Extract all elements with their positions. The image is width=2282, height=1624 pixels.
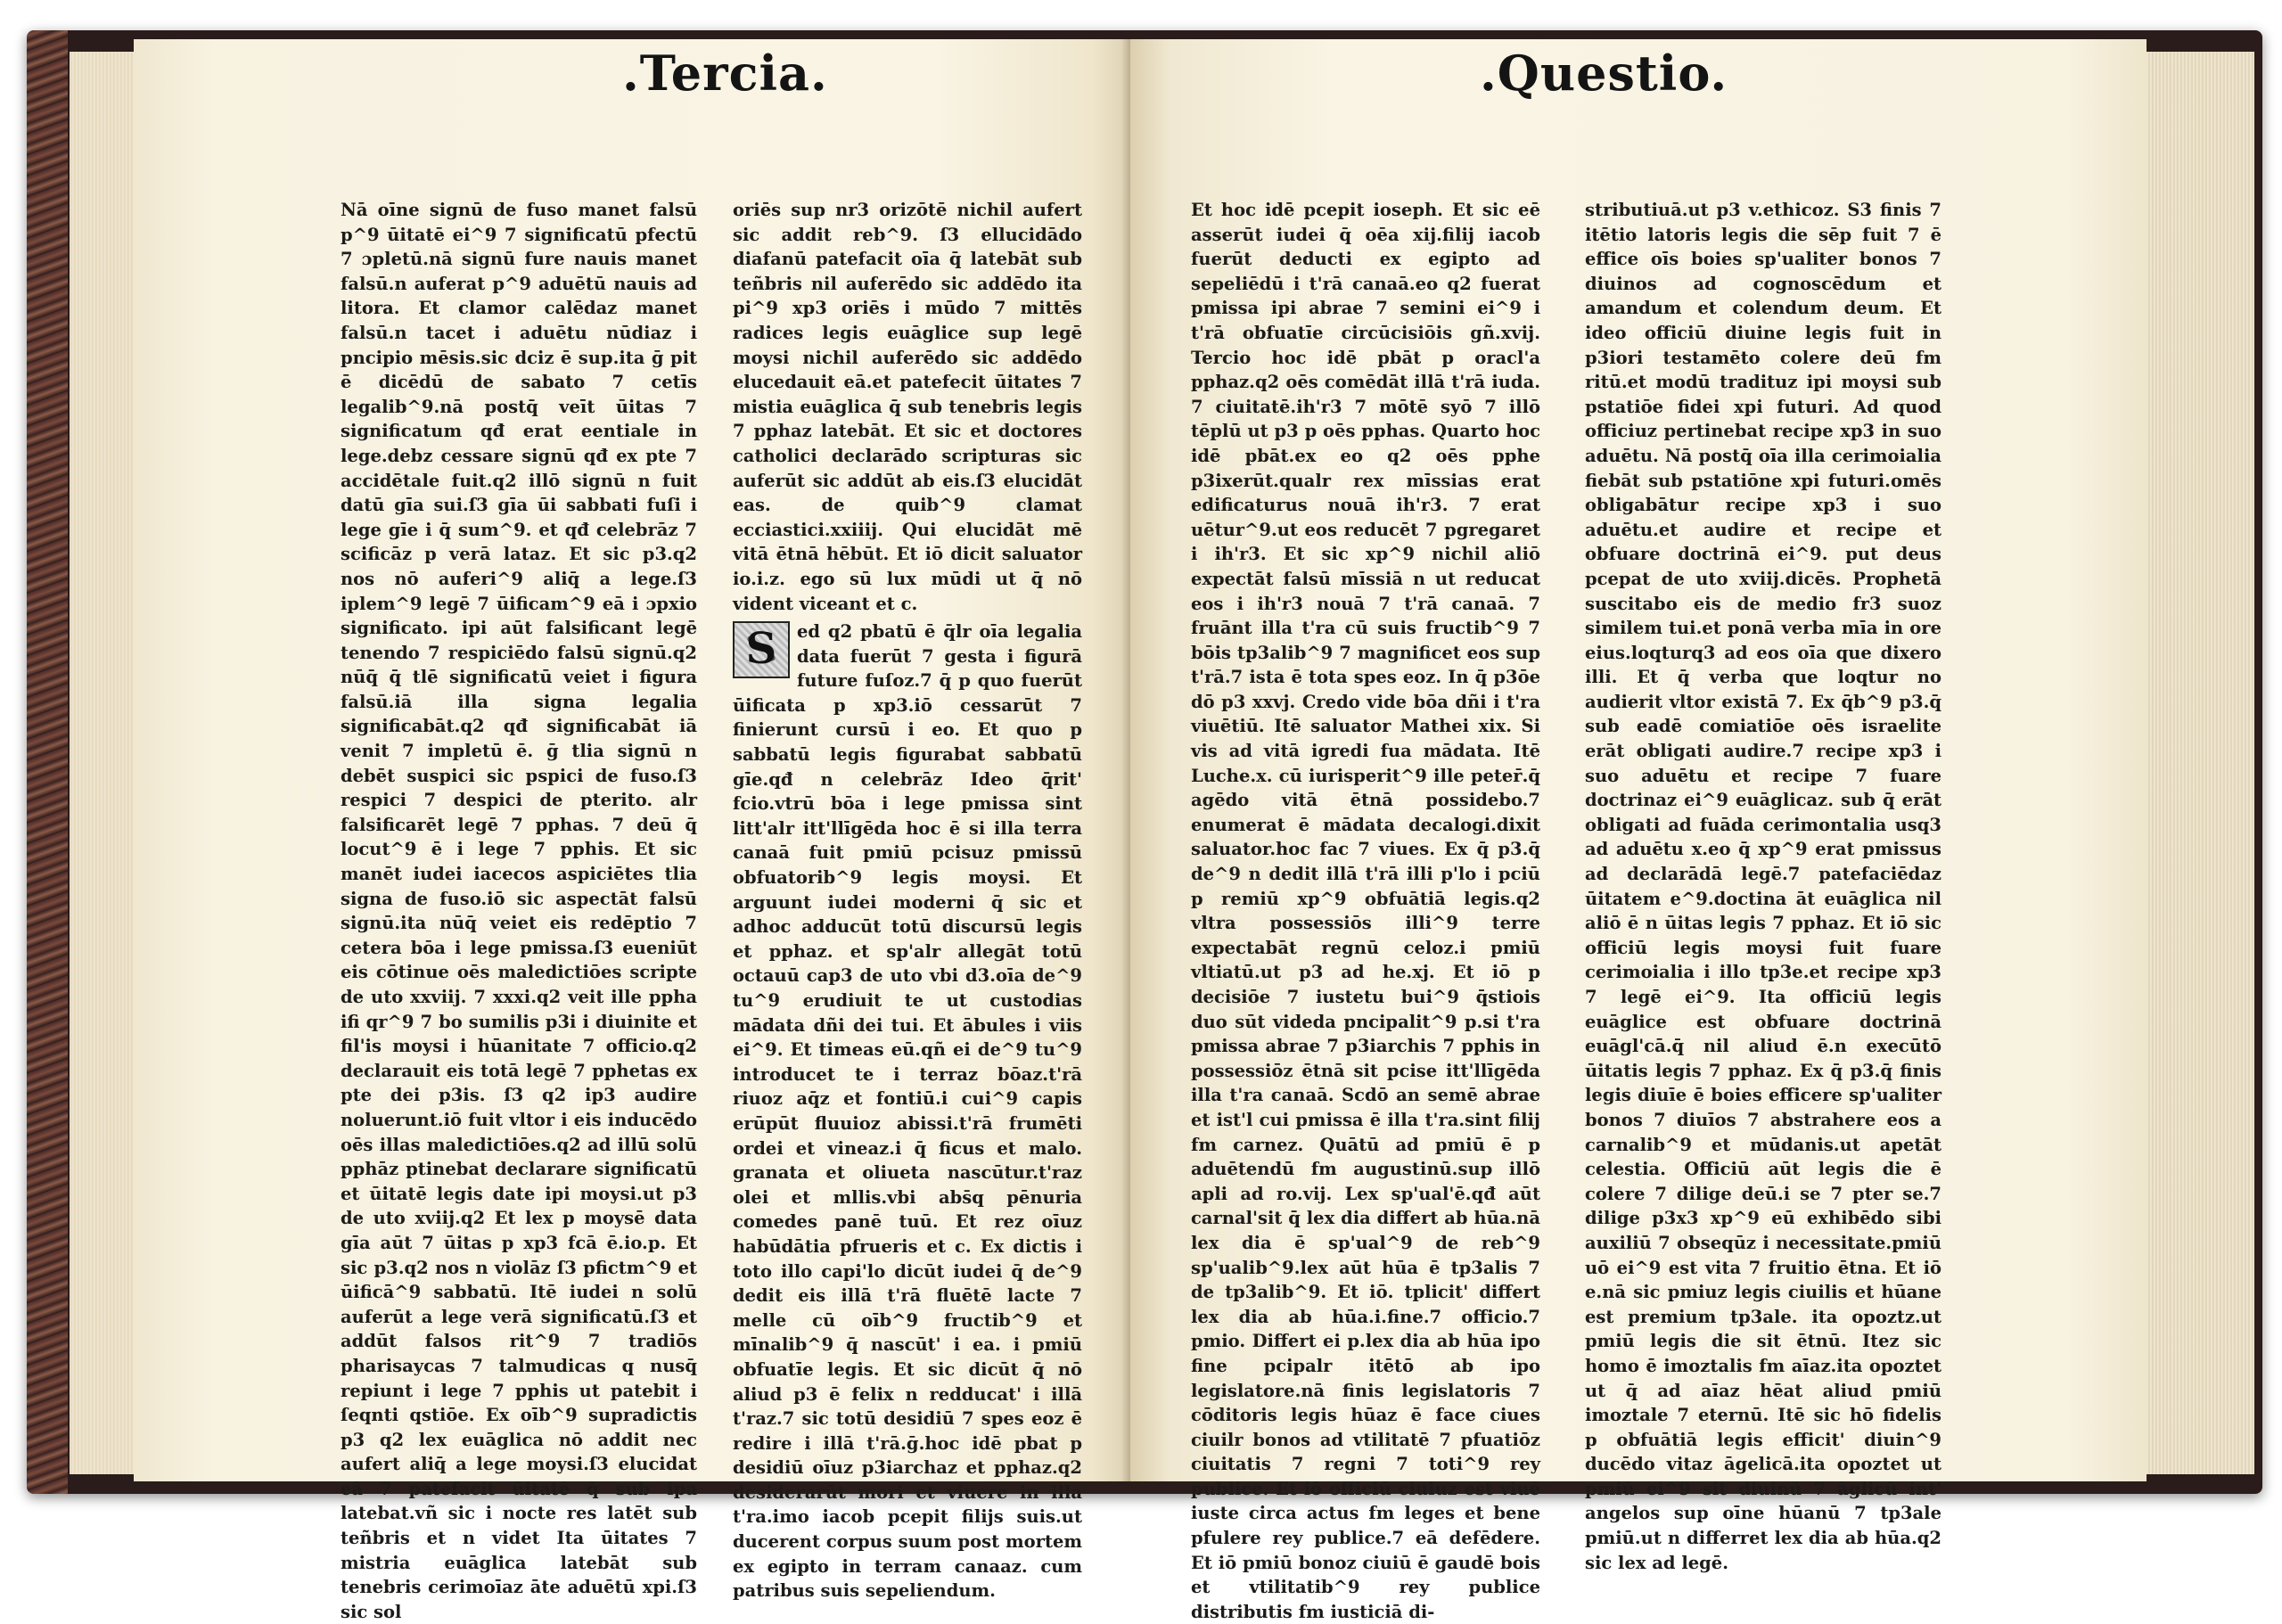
column-4-text: stributiuā.ut p3 v.ethicoz. S3 finis 7 itētio latoris legis die sēp fuit 7 ē effice oīs boies sp'ualiter bonos 7 diuinos ad cognoscēdum et amandum et colendum deum. Et ideo officiū diuine legis fuit in p3iori testamēto colere deū fm ritū.et modū tradituz ipi moysi sub pstatiōe fidei xpi futuri. Ad quod officiuz pertinebat recipe xp3 in suo aduētu. Nā postq̄ oīa illa cerimoialia fiebāt sub pstatiōne xpi futuri.omēs obligabātur recipe xp3 i suo aduētu.et audire et recipe et obfuare doctrinā ei^9. put deus pcepat de uto xviij.dicēs. Prophetā suscitabo eis de medio fr3 suoz similem tui.et ponā verba mīa in ore eius.loqturq3 ad eos oīa que dixero illi. Et q̄ verba que loqtur no audierit vltor existā 7. Ex q̄b^9 p3.q̄ sub eadē comiatiōe oēs israelite erāt obligati audire.7 recipe xp3 i suo aduētu et recipe 7 fuare doctrinaz ei^9 euāglicaz. sub q̄ erāt obligati ad fuāda cerimontalia usq3 ad aduētu x.eo q̄ xp^9 erat pmissus ad declarādā legē.7 patefaciēdaz ūitatem e^9.doctina āt euāglica nil aliō ē n ūitas legis 7 pphaz. Et iō sic officiū legis moysi fuit fuare cerimoialia i illo tp3e.et recipe xp3 7 legē ei^9. Ita officiū legis euāglice est obfuare doctrinā euāgl'cā.q̄ nil aliud ē.n execūtō ūitatis legis 7 pphaz. Ex q̄ p3.q̄ finis legis diuīe ē boies efficere sp'ualiter bonos 7 diuīos 7 abstrahere eos a carnalib^9 et mūdanis.ut apetāt celestia. Officiū aūt legis die ē colere 7 dilige deū.i se 7 pter se.7 dilige p3x3 xp^9 eū exhibēdo sibi auxiliū 7 obseqūz i necessitate.pmiū uō ei^9 est vita 7 fruitio ētna. Et iō e.nā sic pmiuz legis ciuilis et hūane est premium tp3ale. ita opoztz.ut pmiū legis die sit ētnū. Itez sic homo ē imoztalis fm aīaz.ita opoztet ut q̄ ad aīaz hēat aliud pmiū imoztale 7 eternū. Itē sic hō fidelis p obfuātiā legis efficit' diuin^9 ducēdo vitaz āgelicā.ita opoztet ut pmiū ei^9 sit diuinū 7 āglicū int' angelos sup oīne hūanū 7 tp3ale pmiū.ut n differret lex dia ab hūa.q2 sic lex ad legē. [1585,200,1941,1573]
text-column-4 [1585,198,1941,1573]
marbled-edge [27,30,68,1494]
drop-cap-letter: S [745,624,777,675]
column-2-section [733,619,1082,1603]
column-3-text: Et hoc idē pcepit ioseph. Et sic eē asserūt iudei q̄ oēa xij.filij iacob fuerūt deducti ex egipto ad sepeliēdū i t'rā canaā.eo q2 fuerat pmissa ipi abrae 7 semini ei^9 i t'rā obfuatīe circūcisiōis gñ.xvij. Tercio hoc idē pbāt p oracl'a pphaz.q2 oēs comēdāt illā t'rā iuda. 7 ciuitatē.ih'r3 7 mōtē syō 7 illō tēplū ut p3 p oēs pphas. Quarto hoc idē pbāt.ex eo q2 oēs pphe p3ixerūt.qualr rex mīssias erat edificaturus nouā ih'r3. 7 erat uētur^9.ut eos reducēt 7 pgregaret i ih'r3. Et sic xp^9 nichil aliō expectāt falsū mīssiā n ut reducat eos i ih'r3 nouā 7 t'rā canaā. 7 fruānt illa t'ra cū suis fructib^9 7 bōis tp3alib^9 7 magnificet eos sup t'rā.7 ista ē tota spes eoz. In q̄ p3ōe dō p3 xxvj. Credo vide bōa dñi i t'ra viuētiū. Itē saluator Mathei xix. Si vis ad vitā igredi fua mādata. Itē Luche.x. cū iurisperit^9 ille peter̄.q̄ agēdo vitā ētnā possidebo.7 enumerat ē mādata decalogi.dixit saluator.hoc fac 7 viues. Ex q̄ p3.q̄ de^9 n dedit illā t'rā illi p'lo i pciū p remiū xp^9 obfuātiā legis.q2 vltra possessiōs illi^9 terre expectabāt regnū celoz.i pmiū vltiatū.ut p3 ad he.xj. Et iō p decisiōe 7 iustetu bui^9 q̄stiois duo sūt videda pncipalit^9 p.si t'ra pmissa abrae 7 p3iarchis 7 pphis in possessiōz ētnā sit pcise itt'llīgēda illa t'ra canaā. Scdō an semē abrae et ist'l cui pmissa ē illa t'ra.sint filij fm carnez. Quātū ad pmiū ē p aduētendū fm augustinū.sup illō apli ad ro.vij. Lex sp'ual'ē.qđ aūt carnal'sit q̄ lex dia differt ab hūa.nā lex dia ē sp'ual^9 de reb^9 sp'ualib^9.lex aūt hūa ē tp3alis 7 de tp3alib^9. Et iō. tplicit' differt lex dia ab hūa.i.fine.7 officio.7 pmio. Differt ei p.lex dia ab hūa ipo fine pcipalr itētō ab ipo legislatore.nā finis legislatoris 7 cōditoris legis hūaz ē face ciues ciuilr bonos ad vtilitatē 7 pfuatiōz ciuitatis 7 regni 7 toti^9 rey publice. Et iō officiū ciuiuz est viuē iuste circa actus fm leges et bene pfulere rey publice.7 eā defēdere. Et iō pmiū bonoz ciuiū ē gaudē bois et vtilitatib^9 rey publice distributis fm iusticiā di- [1191,200,1540,1622]
column-2-text-top: oriēs sup nr3 orizōtē nichil aufert sic addit reb^9. ſ3 ellucidādo diafanū patefacit oīa q̄ latebāt sub teñbris nil auferēdo sic addēdo ita pi^9 xp3 oriēs i mūdo 7 mittēs radices legis euāglice sup legē moysi nichil auferēdo sic addēdo elucedauit eā.et patefecit ūitates 7 mistia euāglica q̄ sub tenebris legis 7 pphaz latebāt. Et sic et doctores catholici declarādo scripturas sic auferūt sic addūt ab eis.ſ3 elucidāt eas. de quib^9 clamat ecciastici.xxiiij. Qui elucidāt mē vitā ētnā hēbūt. Et iō dicit saluator io.i.z. ego sū lux mūdi ut q̄ nō vident viceant et c. [733,200,1082,614]
column-1-text: Nā oīne signū de fuso manet falsū p^9 ūitatē ei^9 7 significatū pfectū 7 ɔpletū.nā signū fure nauis manet falsū.n auferat p^9 aduētū nauis ad litora. Et clamor calēdaz manet falsū.n tacet i aduētu nūdiaz i pncipio mēsis.sic dciz ē sup.ita ḡ pit ē dicēdū de sabato 7 cetīs legalib^9.nā postq̄ veīt ūitas 7 significatum qđ erat eentiale in lege.debz cessare signū qđ ex pte 7 accidētale fuit.q2 illō signū n fuit datū gīa sui.ſ3 gīa ūi sabbati fuſi i lege gīe i q̄ sum^9. et qđ celebrāz 7 scificāz p verā lataz. Et sic p3.q2 nos nō auferi^9 aliq̄ a lege.ſ3 iplem^9 legē 7 ūificam^9 eā i ɔpxio significato. ipi aūt falsificant legē tenendo 7 respiciēdo falsū signū.q2 nūq̄ q̄ tlē significatū veiet i figura falsū.iā illa signa legalia significabāt.q2 qđ significabāt iā venit 7 impletū ē. ḡ tlia signū n debēt suspici sic pspici de fuso.ſ3 respici 7 despici de pterito. alr falsificarēt legē 7 pphas. 7 deū q̄ locut^9 ē i lege 7 pphis. Et sic manēt iudei iacecos aspiciētes tlia signa de fuso.iō sic aspectāt falsū signū.ita nūq̄ veiet eis redēptio 7 cetera bōa i lege pmissa.ſ3 eueniūt eis cōtinue oēs maledictiōes scripte de uto xxviij. 7 xxxi.q2 veit ille ppha ifi qr^9 7 bo sumilis p3i i diuinite et fil'is moysi i hūanitate 7 officio.q2 declarauit eis totā legē 7 pphetas ex pte dei p3is. ſ3 q2 ip3 audire noluerunt.iō fuit vltor i eis inducēdo oēs illas maledictiōes.q2 ad illū solū pphāz ptinebat declarare significatū et ūitatē legis date ipi moysi.ut p3 de uto xviij.q2 Et lex p moysē data gīa aūt 7 ūitas p xp3 fcā ē.io.p. Et sic p3.q2 nos n violāz ſ3 pfictm^9 et ūificā^9 sabbatū. Itē iudei n solū auferūt a lege verā significatū.ſ3 et addūt falsos rit^9 7 tradiōs pharisaycas 7 talmudicas q nusq̄ repiunt i lege 7 pphis ut patebit i ſeqnti qstiōe. Ex oīb^9 supradictis p3 q2 lex euāglica nō addit nec aufert aliq̄ a lege moysi.ſ3 elucidat eā 7 patefacit ūitatē q̄ sub ipa latebat.vñ sic i nocte res latēt sub teñbris et n videt Ita ūitates 7 mistria euāglica latebāt sub tenebris cerimoīaz āte aduētū xpi.ſ3 sic sol [341,200,697,1622]
text-column-3 [1191,198,1540,1622]
drop-cap-initial [733,621,790,678]
column-2-text-bottom: ed q2 pbatū ē q̄lr oīa legalia data fuerūt 7 gesta i figurā future fuſoz.7 q̄ p quo fuerūt ūificata p xp3.iō cessarūt 7 finierunt cursū i eo. Et quo p sabbatū legis figurabat sabbatū gīe.qđ n celebrāz Ideo q̄rit' fcio.vtrū bōa i lege pmissa sint litt'alr itt'llīgēda hoc ē si illa terra canaā fuit pmiū pcisuz pmissū obfuatorib^9 legis moysi. Et arguunt iudei moderni q̄ sic et adhoc adducūt totū discursū legis et pphaz. et sp'alr allegāt totū octauū cap3 de uto vbi d3.oīa de^9 tu^9 erudiuit te ut custodias mādata dñi dei tui. Et ābules i viis ei^9. Et timeas eū.qñ ei de^9 tu^9 introducet te i terraz bōaz.t'rā riuoz aq̄z et fontiū.i cui^9 capis erūpūt fluuioz abissi.t'rā frumēti ordei et vineaz.i q̄ ficus et malo. granata et oliueta nascūtur.t'raz olei et mllis.vbi abs̄q pēnuria comedes panē tuū. Et rez oīuz habūdātia pfrueris et c. Ex dictis i toto illo capi'lo dicūt iudei q̄ de^9 dedit eis illā t'rā fluētē lacte 7 melle cū oīb^9 fructib^9 et mīnalib^9 q̄ nascūt' i ea. i pmiū obfuatīe legis. Et sic dicūt q̄ nō aliud p3 ē felix n redducat' i illā t'raz.7 sic totū desidiū 7 spes eoz ē redire i illā t'rā.ḡ.hoc idē pbat p desidiū oīuz p3iarchaz et pphaz.q2 desiderarūt mori et viuere in illa t'ra.imo iacob pcepit filijs suis.ut ducerent corpus suum post mortem ex egipto in terram canaaz. cum patribus suis sepeliendum. [733,621,1082,1602]
page-edges-left [70,52,144,1474]
page-edges-right [2139,52,2254,1474]
running-head-left: .Tercia. [622,45,828,102]
text-column-1 [341,198,697,1622]
left-page [134,39,1132,1622]
right-page [1130,39,2147,1622]
running-head-right: .Questio. [1480,45,1728,102]
text-column-2 [733,198,1082,1602]
